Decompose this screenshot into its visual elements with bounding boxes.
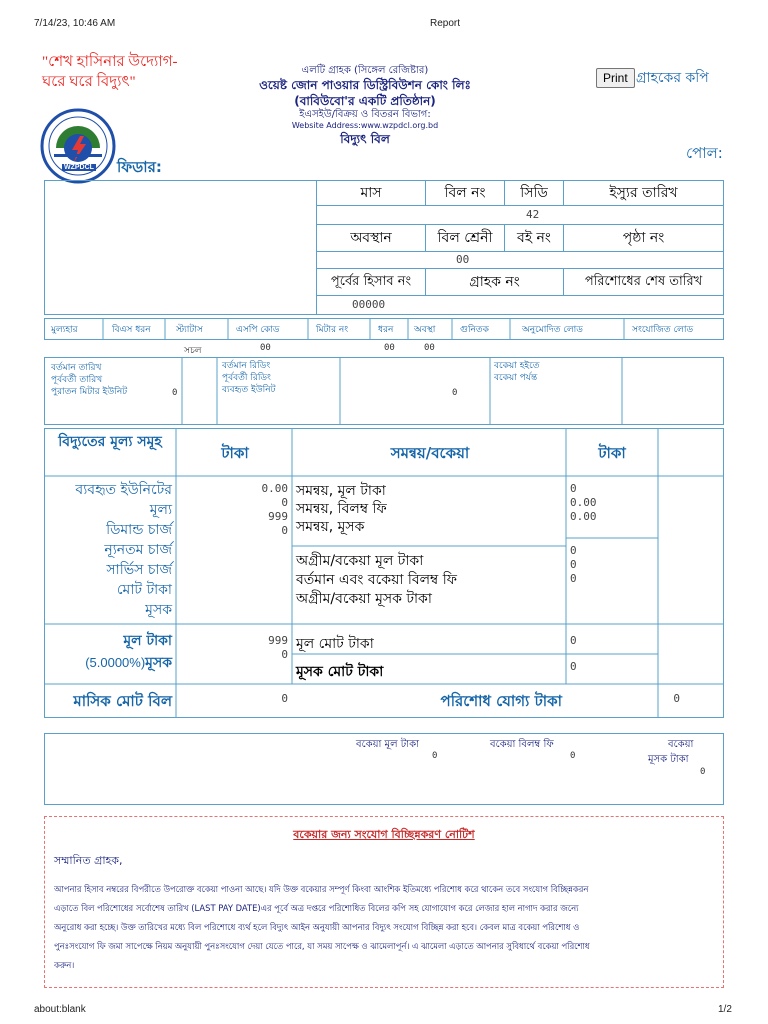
adj-vat-value: 0.00 <box>570 510 597 523</box>
page-no-header: পৃষ্ঠা নং <box>563 224 724 252</box>
current-reading-label: বর্তমান রিডিং <box>222 361 271 371</box>
customer-copy-label: গ্রাহকের কপি <box>636 70 709 86</box>
notice-body <box>54 880 718 975</box>
adj-late-fee-label: সমন্বয়, বিলম্ব ফি <box>296 501 387 517</box>
used-unit-label: ব্যবহৃত ইউনিট <box>222 385 276 395</box>
arrears-range-labels <box>494 360 539 384</box>
notice-title: বকেয়ার জন্য সংযোগ বিচ্ছিন্নকরণ নোটিশ <box>293 828 475 841</box>
total-principal-label: মূল মোট টাকা <box>296 636 374 652</box>
previous-date-label: পূর্ববর্তী তারিখ <box>51 375 103 385</box>
advance-vat-value: 0 <box>570 572 577 585</box>
prev-account-value: 00000 <box>352 298 386 311</box>
total-vat-label: মূসক মোট টাকা <box>296 664 384 680</box>
notice-greeting: সম্মানিত গ্রাহক, <box>54 854 123 867</box>
notice-line-1: আপনার হিসাব নম্বরের বিপরীতে উপরোক্ত বকেয়া পাওনা আছে। যদি উক্ত বকেয়ার সম্পূর্ণ কিংবা আংশিক ইতিমধ্যে পরিশোধ করে থাকেন তবে সংযোগ বিচ্ছিন্নকরন <box>54 884 589 894</box>
row2-values <box>316 251 724 269</box>
meter-status-header: স্ট্যাটাস <box>176 325 203 335</box>
arrears-late-fee-label: বকেয়া বিলম্ব ফি <box>490 739 554 750</box>
used-unit-price-label: ব্যবহৃত ইউনিটের মূল্য <box>75 482 172 518</box>
month-header: মাস <box>316 180 426 206</box>
meter-status-value: সচল <box>184 346 202 356</box>
principal-values <box>178 634 288 662</box>
print-footer-page: 1/2 <box>718 1004 732 1015</box>
advance-vat-label: অগ্রীম/বকেয়া মূসক টাকা <box>296 591 432 607</box>
adj-principal-value: 0 <box>570 482 577 495</box>
vat-value: 0 <box>281 648 288 661</box>
monthly-total-value: 0 <box>281 692 288 705</box>
adj-late-fee-value: 0.00 <box>570 496 597 509</box>
total-principal-value: 0 <box>570 634 577 647</box>
demand-charge-label: ডিমান্ড চার্জ <box>106 522 172 538</box>
total-vat-value: 0 <box>570 660 577 673</box>
charge-items <box>50 480 172 620</box>
address-box <box>44 180 317 315</box>
prev-account-header: পূর্বের হিসাব নং <box>316 268 426 296</box>
arrears-principal-label: বকেয়া মূল টাকা <box>356 739 419 750</box>
service-charge-value: 0 <box>281 524 288 537</box>
minimum-charge-label: ন্যূনতম চার্জ <box>104 542 172 558</box>
notice-line-5: করুন। <box>54 960 75 970</box>
charges-adjust-header: সমন্বয়/বকেয়া <box>390 444 470 462</box>
bill-no-header: বিল নং <box>425 180 505 206</box>
arrears-from-label: বকেয়া হইতে <box>494 361 540 371</box>
pole-label: পোল: <box>686 144 723 162</box>
org-parent: (বাবিউবো'র একটি প্রতিষ্ঠান) <box>294 94 436 108</box>
previous-reading-label: পূর্ববর্তী রিডিং <box>222 373 271 383</box>
reading-value: 0 <box>452 388 458 398</box>
arrears-principal-value: 0 <box>432 751 438 761</box>
bill-title: বিদ্যুৎ বিল <box>340 132 390 146</box>
org-header <box>220 64 510 147</box>
current-arrears-late-fee-label: বর্তমান এবং বকেয়া বিলম্ব ফি <box>296 572 457 588</box>
meter-connected-load-header: সংযোজিত লোড <box>632 325 694 335</box>
meter-bs-type-header: বিএস ধরন <box>112 325 151 335</box>
service-charge-label: সার্ভিস চার্জ <box>106 562 172 578</box>
total-taka-label: মোট টাকা <box>116 582 172 598</box>
meter-condition-header: অবস্থা <box>414 325 436 335</box>
payable-label: পরিশোধ যোগ্য টাকা <box>440 692 562 710</box>
advance-principal-label: অগ্রীম/বকেয়া মূল টাকা <box>296 553 424 569</box>
arrears-vat-label-1: বকেয়া <box>668 739 694 750</box>
meter-sp-code-value: 00 <box>260 343 271 353</box>
org-website: Website Address:www.wzpdcl.org.bd <box>291 121 439 130</box>
notice-line-3: অনুরোধ করা হচ্ছে। উক্ত তারিখের মধ্যে বিল পরিশোধে ব্যর্থ হলে বিদ্যুৎ আইন অনুযায়ী আপনার বিদ্যুৎ সংযোগ বিচ্ছিন্ন করা হবে। কেবল মাত্র বকেয়া পরিশোধ ও <box>54 922 580 932</box>
print-title: Report <box>430 18 461 29</box>
meter-rate-header: মুল্যহার <box>51 325 78 335</box>
bill-category-value: 00 <box>456 253 470 266</box>
arrears-items <box>296 552 457 609</box>
principal-label: মূল টাকা <box>123 633 172 649</box>
adj-principal-label: সমন্বয়, মূল টাকা <box>296 483 386 499</box>
principal-vat-labels <box>50 630 172 674</box>
cd-header: সিডি <box>504 180 564 206</box>
monthly-total-label: মাসিক মোট বিল <box>73 692 172 710</box>
org-name: ওয়েষ্ট জোন পাওয়ার ডিস্ট্রিবিউশন কোং লিঃ <box>259 78 471 92</box>
location-header: অবস্থান <box>316 224 426 252</box>
used-unit-price-value: 0.00 <box>261 482 288 495</box>
logo-text: WZPDCL <box>64 164 94 171</box>
book-no-header: বই নং <box>504 224 564 252</box>
last-pay-date-header: পরিশোধের শেষ তারিখ <box>563 268 724 296</box>
charges-taka-header-2: টাকা <box>598 444 626 462</box>
print-button[interactable]: Print <box>596 68 635 88</box>
adjustment-values <box>570 482 597 524</box>
bill-no-value: 42 <box>526 208 540 221</box>
vat-bold-label: মূসক <box>145 655 172 671</box>
adj-vat-label: সমন্বয়, মূসক <box>296 519 365 535</box>
current-arrears-late-fee-value: 0 <box>570 558 577 571</box>
demand-charge-value: 0 <box>281 496 288 509</box>
reading-labels <box>222 360 276 396</box>
charges-price-header: বিদ্যুতের মূল্য সমূহ <box>58 434 162 450</box>
print-datetime: 7/14/23, 10:46 AM <box>34 18 116 29</box>
vat-rate: (5.0000%) <box>85 655 146 670</box>
meter-no-header: মিটার নং <box>316 325 349 335</box>
print-footer-url: about:blank <box>34 1004 86 1015</box>
charge-item-values <box>178 482 288 538</box>
current-date-label: বর্তমান তারিখ <box>51 363 102 373</box>
notice-line-2: এড়াতে বিল পরিশোধের সর্বোশেষ তারিখ (LAST PAY DATE)এর পূর্বে অত্র দপ্তরে পরিশোধিত বিলের কপি সহ যোগাযোগ করে লেজার হাল নাগাদ করার জন্যে <box>54 903 579 913</box>
issue-date-header: ইস্যুর তারিখ <box>563 180 724 206</box>
row1-values <box>316 205 724 225</box>
arrears-to-label: বকেয়া পর্যন্ত <box>494 373 538 383</box>
charges-taka-header-1: টাকা <box>221 444 249 462</box>
customer-no-header: গ্রাহক নং <box>425 268 564 296</box>
reading-grid-lines <box>44 357 724 425</box>
wzpdcl-logo <box>40 108 116 184</box>
adjustment-items <box>296 482 387 536</box>
principal-value: 999 <box>268 634 288 647</box>
meter-type-value: 00 <box>384 343 395 353</box>
meter-type-header: ধরন <box>378 325 394 335</box>
meter-sanctioned-load-header: অনুমোদিত লোড <box>522 325 583 335</box>
payable-value: 0 <box>673 692 680 705</box>
arrears-vat-label-2: মূসক টাকা <box>648 754 689 765</box>
vat-label: মূসক <box>145 602 172 618</box>
bill-category-header: বিল শ্রেনী <box>425 224 505 252</box>
org-line-1: এলটি গ্রাহক (সিঙ্গেল রেজিষ্টার) <box>301 65 429 76</box>
meter-condition-value: 00 <box>424 343 435 353</box>
old-meter-unit-label: পুরাতন মিটার ইউনিট <box>51 387 128 397</box>
reading-dates-labels <box>51 362 131 398</box>
logo-graphic <box>40 108 116 184</box>
advance-principal-value: 0 <box>570 544 577 557</box>
slogan-line-2: ঘরে ঘরে বিদ্যুৎ" <box>42 74 136 90</box>
slogan-line-1: "শেখ হাসিনার উদ্যোগ- <box>42 54 178 70</box>
reading-dates-value: 0 <box>172 388 178 398</box>
arrears-late-fee-value: 0 <box>570 751 576 761</box>
arrears-values <box>570 544 577 586</box>
org-division: ইএসইউ/বিক্রয় ও বিতরন বিভাগ: <box>299 109 431 120</box>
meter-sp-code-header: এসপি কোড <box>236 325 280 335</box>
minimum-charge-value: 999 <box>268 510 288 523</box>
arrears-vat-value: 0 <box>700 767 706 777</box>
feeder-label: ফিডার: <box>117 158 162 176</box>
notice-line-4: পুনঃসংযোগ ফি জমা সাপেক্ষে নিয়ম অনুযায়ী পুনঃসংযোগ দেয়া যেতে পারে, যা সময় সাপেক্ষ ও ঝামেলাপূর্ন। এ ঝামেলা এড়াতে আপনার সুবিধার্থে বকেয়া পরিশোধ <box>54 941 590 951</box>
meter-multiplier-header: গুনিতক <box>460 325 489 335</box>
